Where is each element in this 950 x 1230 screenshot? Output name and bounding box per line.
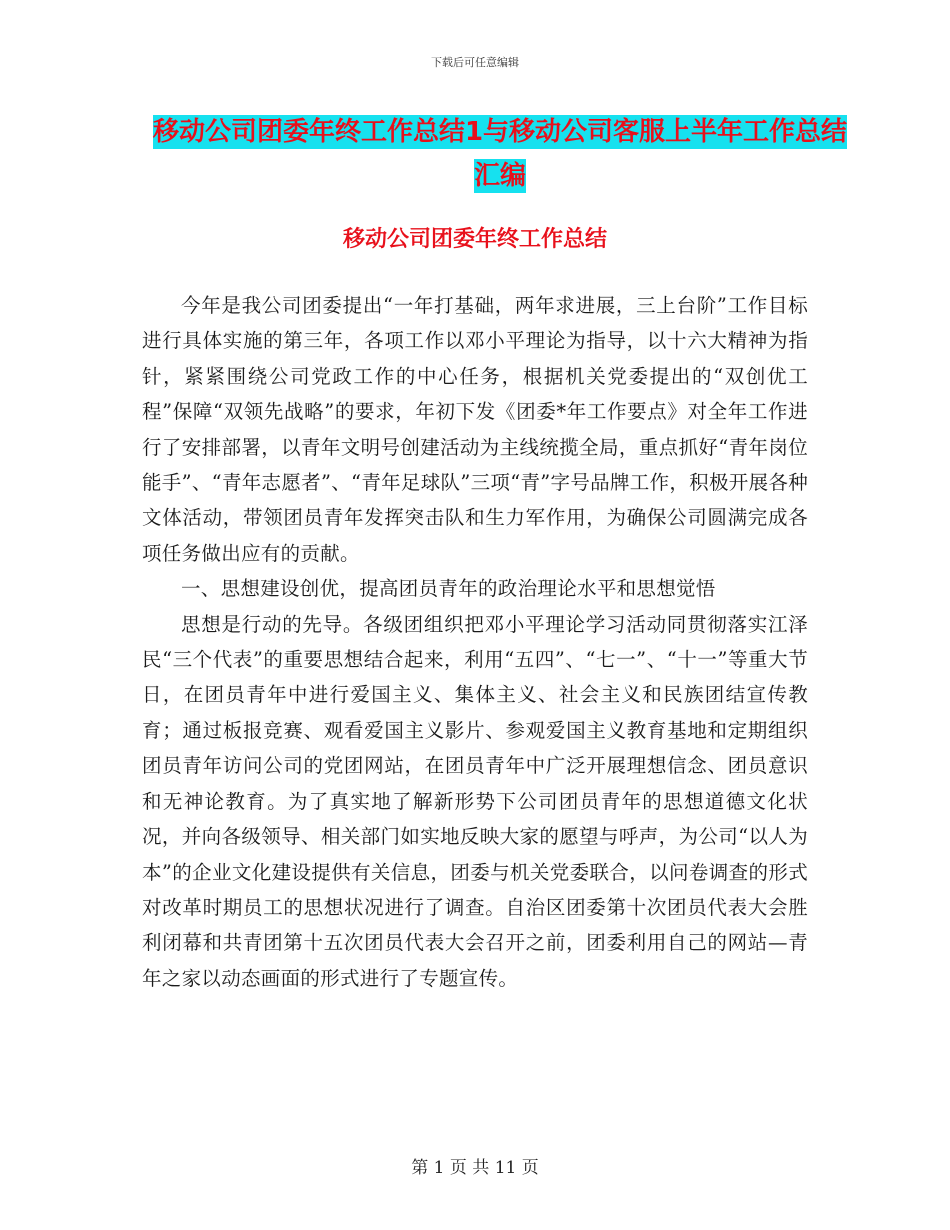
paragraph-heading-1: 一、思想建设创优，提高团员青年的政治理论水平和思想觉悟 [181,577,716,601]
document-body [142,288,808,996]
document-title [150,110,850,198]
paragraph-thought-building: 思想是行动的先导。各级团组织把邓小平理论学习活动同贯彻落实江泽民“三个代表”的重要思想结合起来，利用“五四”、“七一”、“十一”等重大节日，在团员青年中进行爱国主义、集体主义、社会主义和民族团结宣传教育；通过板报竞赛、观看爱国主义影片、参观爱国主义教育基地和定期组织团员青年访问公司的党团网站，在团员青年中广泛开展理想信念、团员意识和无神论教育。为了真实地了解新形势下公司团员青年的思想道德文化状况，并向各级领导、相关部门如实地反映大家的愿望与呼声，为公司“以人为本”的企业文化建设提供有关信息，团委与机关党委联合，以问卷调查的形式对改革时期员工的思想状况进行了调查。自治区团委第十次团员代表大会胜利闭幕和共青团第十五次团员代表大会召开之前，团委利用自己的网站—青年之家以动态画面的形式进行了专题宣传。 [142,612,808,990]
page-footer: 第 1 页 共 11 页 [411,1158,539,1178]
paragraph-intro: 今年是我公司团委提出“一年打基础，两年求进展，三上台阶”工作目标进行具体实施的第三年，各项工作以邓小平理论为指导，以十六大精神为指针，紧紧围绕公司党政工作的中心任务，根据机关党委提出的“双创优工程”保障“双领先战略”的要求，年初下发《团委*年工作要点》对全年工作进行了安排部署，以青年文明号创建活动为主线统揽全局，重点抓好“青年岗位能手”、“青年志愿者”、“青年足球队”三项“青”字号品牌工作，积极开展各种文体活动，带领团员青年发挥突击队和生力军作用，为确保公司圆满完成各项任务做出应有的贡献。 [142,294,808,565]
section-title: 移动公司团委年终工作总结 [342,227,607,252]
header-note: 下载后可任意编辑 [431,56,519,69]
document-title-text: 移动公司团委年终工作总结1与移动公司客服上半年工作总结汇编 [152,117,848,191]
